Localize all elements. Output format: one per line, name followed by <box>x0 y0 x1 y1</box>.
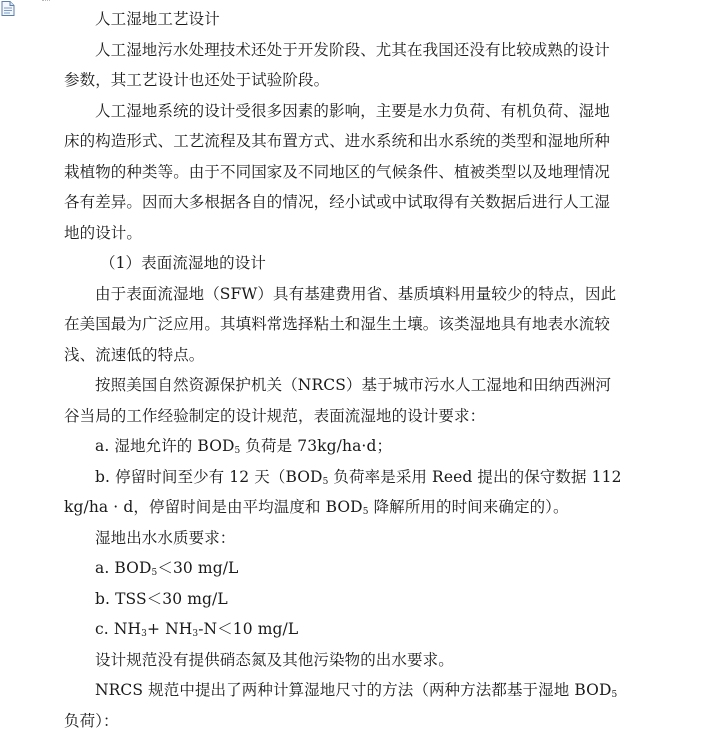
requirement-b-line-1 <box>64 462 620 493</box>
paragraph-sfw-line-3: 浅、流速低的特点。 <box>64 345 205 364</box>
requirement-b-suffix: 负荷率是采用 Reed 提出的保守数据 112 <box>328 467 622 486</box>
document-title: 人工湿地工艺设计 <box>95 10 220 28</box>
paragraph-factors-line-2: 床的构造形式、工艺流程及其布置方式、进水系统和出水系统的类型和湿地所种 <box>64 132 611 150</box>
effluent-nitrogen-subscript-2: 3 <box>192 629 199 639</box>
paragraph-factors-line-3: 栽植物的种类等。由于不同国家及不同地区的气候条件、植被类型以及地理情况 <box>64 162 611 181</box>
effluent-nitrogen <box>64 614 620 645</box>
requirement-a-suffix: 负荷是 73kg/ha·d； <box>240 437 393 455</box>
requirement-b-line2-subscript: 5 <box>362 507 369 517</box>
methods-line-1-subscript: 5 <box>611 690 618 700</box>
requirement-b-line2-prefix: kg/ha · d，停留时间是由平均温度和 BOD <box>64 498 363 516</box>
paragraph-methods-line-1 <box>64 675 620 706</box>
requirement-b-line-2 <box>64 492 620 523</box>
requirement-b-line2-suffix: 降解所用的时间来确定的）。 <box>368 498 569 516</box>
paragraph-no-requirement: 设计规范没有提供硝态氮及其他污染物的出水要求。 <box>95 650 454 669</box>
effluent-nitrogen-prefix: c. NH <box>95 620 142 638</box>
paragraph-sfw-line-1: 由于表面流湿地（SFW）具有基建费用省、基质填料用量较少的特点，因此 <box>95 284 617 303</box>
paragraph-nrcs-line-1: 按照美国自然资源保护机关（NRCS）基于城市污水人工湿地和田纳西洲河 <box>95 376 612 394</box>
page-corner-mark <box>42 0 50 2</box>
requirement-a-prefix: a. 湿地允许的 BOD <box>95 437 235 455</box>
paragraph-factors-line-5: 地的设计。 <box>64 223 143 242</box>
paragraph-factors-line-1: 人工湿地系统的设计受很多因素的影响，主要是水力负荷、有机负荷、湿地 <box>95 101 610 120</box>
paragraph-sfw-line-2: 在美国最为广泛应用。其填料常选择粘土和湿生土壤。该类湿地具有地表水流较 <box>64 315 611 333</box>
paragraph-intro-line-2: 参数，其工艺设计也还处于试验阶段。 <box>64 71 330 89</box>
effluent-nitrogen-middle: + NH <box>146 620 193 638</box>
paragraph-intro-line-1: 人工湿地污水处理技术还处于开发阶段、尤其在我国还没有比较成熟的设计 <box>95 40 610 59</box>
effluent-heading: 湿地出水水质要求： <box>95 528 236 547</box>
paragraph-factors-line-4: 各有差异。因而大多根据各自的情况，经小试或中试取得有关数据后进行人工湿 <box>64 193 611 211</box>
requirement-b-subscript: 5 <box>322 476 329 487</box>
document-icon <box>1 1 15 16</box>
effluent-bod <box>64 553 620 584</box>
effluent-bod-prefix: a. BOD <box>95 559 152 577</box>
requirement-a <box>64 431 620 462</box>
effluent-tss: b. TSS＜30 mg/L <box>95 589 228 608</box>
requirement-a-subscript: 5 <box>234 446 241 456</box>
paragraph-nrcs-line-2: 谷当局的工作经验制定的设计规范，表面流湿地的设计要求： <box>64 406 486 425</box>
paragraph-methods-line-2: 负荷）： <box>64 711 119 730</box>
effluent-bod-subscript: 5 <box>151 568 158 578</box>
effluent-nitrogen-subscript-1: 3 <box>141 629 147 639</box>
effluent-nitrogen-suffix: -N＜10 mg/L <box>198 620 299 638</box>
document-body <box>64 4 620 736</box>
section-heading-surface-flow: （1）表面流湿地的设计 <box>100 254 266 272</box>
effluent-bod-suffix: ＜30 mg/L <box>157 559 239 577</box>
requirement-b-prefix: b. 停留时间至少有 12 天（BOD <box>95 467 323 486</box>
methods-line-1-text: NRCS 规范中提出了两种计算湿地尺寸的方法（两种方法都基于湿地 BOD <box>95 681 612 699</box>
